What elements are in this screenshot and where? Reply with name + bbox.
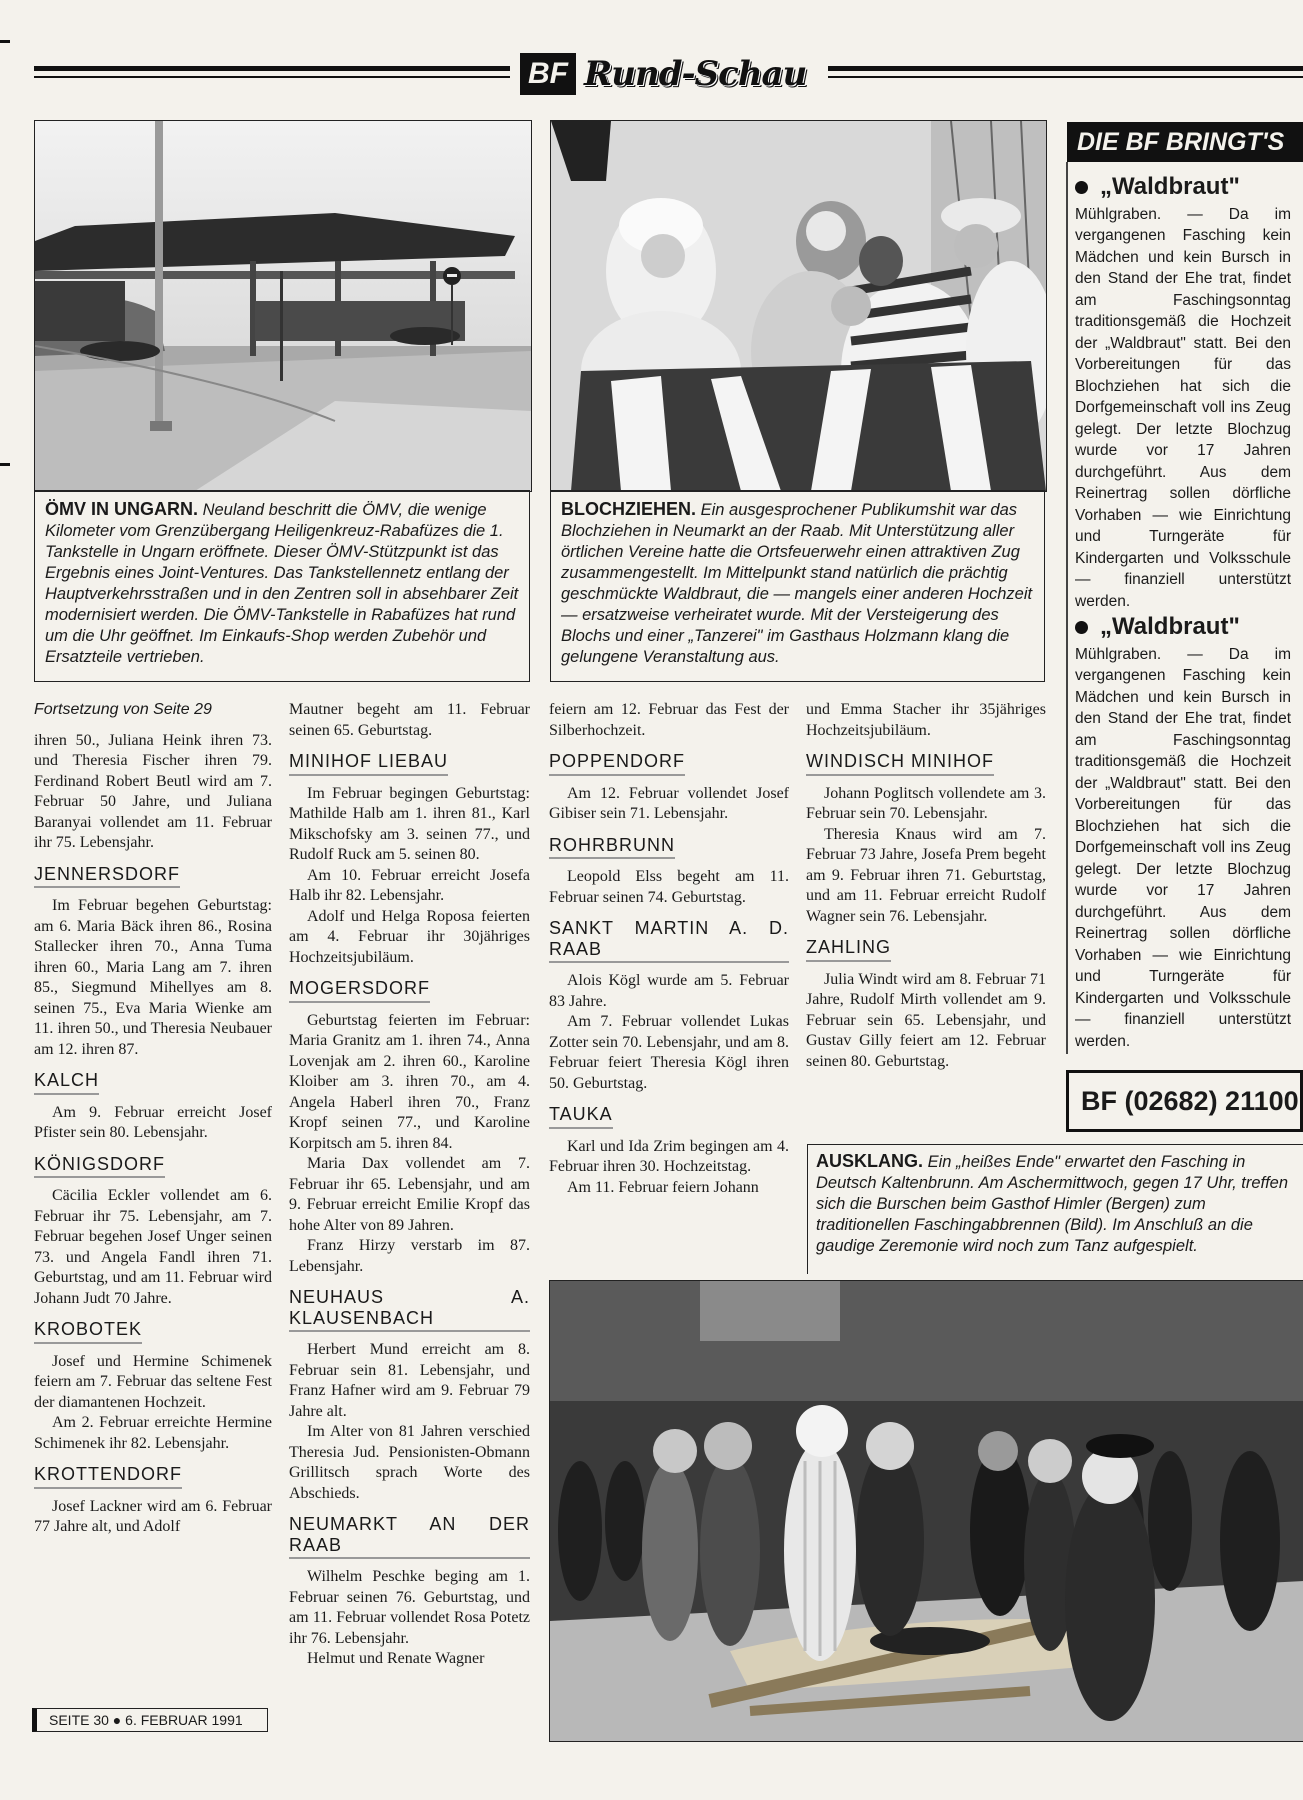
sidebar-left-border (1066, 162, 1068, 1054)
sidebar-item (1075, 613, 1291, 1052)
masthead-rule-left-thin (34, 76, 510, 78)
section-heading: ZAHLING (806, 937, 891, 962)
article-text: Am 2. Februar erreichte Hermine Schimenek ihr 82. Lebensjahr. (34, 1414, 272, 1452)
section-heading: KROTTENDORF (34, 1464, 182, 1489)
masthead-rule-right-thin (828, 76, 1303, 78)
masthead (520, 52, 820, 96)
article-text: Josef und Hermine Schimenek feiern am 7. Februar das seltene Fest der diamantenen Hochzeit. (34, 1352, 272, 1411)
article-text: und Emma Stacher ihr 35jähriges Hochzeitsjubiläum. (806, 701, 1046, 739)
bf-logo: BF (520, 53, 576, 95)
phone-box: BF (02682) 21100 (1066, 1070, 1303, 1132)
article-text: Geburtstag feierten im Februar: Maria Granitz am 1. ihren 74., Anna Lovenjak am 2. ihren 60., Karoline Kloiber am 3. ihren 70., am 4. Angela Haberl ihren 70., Franz Kropf seinen 77., und Karoline Korpitsch am 5. ihren 84. (289, 1011, 530, 1152)
article-text: Am 12. Februar vollendet Josef Gibiser sein 71. Lebensjahr. (549, 784, 789, 822)
photo-blochziehen (550, 120, 1047, 492)
sidebar-item-text: Mühlgraben. — Da im vergangenen Fasching kein Mädchen und kein Bursch in den Stand der Ehe trat, findet am Faschingsonntag traditionsgemäß die Hochzeit der „Waldbraut" statt. Bei den Vorbereitungen für das Blochziehen hat sich die Dorfgemeinschaft voll ins Zeug gelegt. Der letzte Blochzug wurde vor 17 Jahren durchgeführt. Aus dem Reinertrag sollen dörfliche Vorhaben — wie Einrichtung und Turngeräte für Kindergarten und Volksschule — finanziell unterstützt werden. (1075, 645, 1291, 1050)
continuation-note: Fortsetzung von Seite 29 (34, 701, 212, 718)
sidebar-item-title: „Waldbraut" (1075, 176, 1291, 198)
section-heading: MOGERSDORF (289, 978, 430, 1003)
section-heading: SANKT MARTIN A. D. RAAB (549, 918, 789, 963)
caption-blochziehen-head: BLOCHZIEHEN. (561, 499, 696, 519)
section-heading: WINDISCH MINIHOF (806, 751, 994, 776)
masthead-title: Rund-Schau (584, 54, 807, 94)
article-text: Am 7. Februar vollendet Lukas Zotter sein 70. Lebensjahr, und am 8. Februar feiert Theresia Kögl ihren 50. Geburtstag. (549, 1013, 789, 1092)
article-text: Franz Hirzy verstarb im 87. Lebensjahr. (289, 1237, 530, 1275)
sidebar-item-title: „Waldbraut" (1075, 616, 1291, 638)
article-text: Herbert Mund erreicht am 8. Februar sein 81. Lebensjahr, und Franz Hafner wird am 9. Februar 79 Jahre alt. (289, 1341, 530, 1420)
article-text: ihren 50., Juliana Heink ihren 73. und Theresia Fischer ihren 79. Ferdinand Robert Beutl wird am 7. Februar 50 Jahre, und Juliana Baranyai vollendet am 11. Februar ihr 75. Lebensjahr. (34, 731, 272, 851)
section-heading: POPPENDORF (549, 751, 685, 776)
article-text: Im Februar begehen Geburtstag: am 6. Maria Bäck ihren 86., Rosina Stallecker ihren 70., Anna Tuma ihren 60., Maria Lang am 7. ihren 85., Siegmund Mihellyes am 8. seinen 75., Eva Maria Wienke am 11. ihren 50., und Theresia Neubauer am 12. ihren 87. (34, 897, 272, 1058)
article-text: Am 9. Februar erreicht Josef Pfister sein 80. Lebensjahr. (34, 1103, 272, 1141)
caption-ausklang (807, 1144, 1303, 1274)
column-3 (549, 700, 789, 1198)
caption-ausklang-text: Ein „heißes Ende" erwartet den Fasching in Deutsch Kaltenbrunn. Am Aschermittwoch, gegen 17 Uhr, treffen sich die Burschen beim Gasthof Himler (Bergen) zum traditionellen Faschingabbrennen (Bild). Im Anschluß an die gaudige Zeremonie wird noch zum Tanz aufgespielt. (816, 1153, 1289, 1255)
article-text: Theresia Knaus wird am 7. Februar 73 Jahre, Josefa Prem begeht am 9. Februar ihren 71. Geburtstag, und am 11. Februar erreicht Rudolf Wagner sein 76. Lebensjahr. (806, 825, 1046, 925)
article-text: Julia Windt wird am 8. Februar 71 Jahre, Rudolf Mirth vollendet am 9. Februar sein 65. Lebensjahr, und Gustav Gilly feiert am 12. Februar seinen 80. Geburtstag. (806, 970, 1046, 1070)
column-1 (34, 700, 272, 1538)
masthead-rule-right (828, 66, 1303, 71)
sidebar-item-text: Mühlgraben. — Da im vergangenen Fasching kein Mädchen und kein Bursch in den Stand der Ehe trat, findet am Faschingsonntag traditionsgemäß die Hochzeit der „Waldbraut" statt. Bei den Vorbereitungen für das Blochziehen hat sich die Dorfgemeinschaft voll ins Zeug gelegt. Der letzte Blochzug wurde vor 17 Jahren durchgeführt. Aus dem Reinertrag sollen dörfliche Vorhaben — wie Einrichtung und Turngeräte für Kindergarten und Volksschule — finanziell unterstützt werden. (1075, 205, 1291, 610)
bullet-icon (1075, 181, 1088, 194)
page-footer: SEITE 30 ● 6. FEBRUAR 1991 (32, 1708, 268, 1732)
article-text: Wilhelm Peschke beging am 1. Februar seinen 76. Geburtstag, und am 11. Februar vollendet Rosa Potetz ihr 76. Lebensjahr. (289, 1568, 530, 1647)
column-2 (289, 700, 530, 1670)
section-heading: ROHRBRUNN (549, 835, 675, 860)
photo-fasching (549, 1280, 1303, 1742)
section-heading: MINIHOF LIEBAU (289, 751, 448, 776)
caption-ausklang-head: AUSKLANG. (816, 1151, 923, 1171)
photo-gas-station (34, 120, 532, 492)
article-text: Am 11. Februar feiern Johann (567, 1178, 759, 1196)
masthead-rule-left (34, 66, 510, 71)
article-text: Mautner begeht am 11. Februar seinen 65. Geburtstag. (289, 701, 530, 739)
section-heading: NEUMARKT AN DER RAAB (289, 1514, 530, 1559)
bullet-icon (1075, 621, 1088, 634)
article-text: Adolf und Helga Roposa feierten am 4. Februar ihr 30jähriges Hochzeitsjubiläum. (289, 907, 530, 966)
article-text: Johann Poglitsch vollendete am 3. Februar sein 70. Lebensjahr. (806, 784, 1046, 822)
article-text: Leopold Elss begeht am 11. Februar seinen 74. Geburtstag. (549, 868, 789, 906)
section-heading: JENNERSDORF (34, 864, 180, 889)
column-4 (806, 700, 1046, 1072)
article-text: Josef Lackner wird am 6. Februar 77 Jahre alt, und Adolf (34, 1497, 272, 1535)
caption-oemv-text: Neuland beschritt die ÖMV, die wenige Kilometer vom Grenzübergang Heiligenkreuz-Rabafüzes die 1. Tankstelle in Ungarn eröffnete. Dieser ÖMV-Stützpunkt ist das Ergebnis eines Joint-Ventures. Das Tankstellennetz entlang der Hauptverkehrsstraßen und in den Zentren soll in absehbarer Zeit modernisiert werden. Die ÖMV-Tankstelle in Rabafüzes hat rund um die Uhr geöffnet. Im Einkaufs-Shop werden Zubehör und Ersatzteile vertrieben. (45, 501, 519, 666)
edge-mark (0, 463, 10, 466)
article-text: Im Februar begingen Geburtstag: Mathilde Halb am 1. ihren 81., Karl Mikschofsky am 3. seinen 77., und Rudolf Ruck am 5. seinen 80. (289, 784, 530, 863)
caption-blochziehen-text: Ein ausgesprochener Publikumshit war das Blochziehen in Neumarkt an der Raab. Mit Unterstützung aller örtlichen Vereine hatte die Ortsfeuerwehr einen attraktiven Zug zusammengestellt. Im Mittelpunkt stand natürlich die prächtig geschmückte Waldbraut, die — mangels einer anderen Hochzeit — ersatzweise verheiratet wurde. Mit der Versteigerung des Blochs und einer „Tanzerei" im Gasthaus Holzmann klang die gelungene Veranstaltung aus. (561, 501, 1033, 666)
sidebar-item (1075, 173, 1291, 612)
sidebar-heading: DIE BF BRINGT'S (1067, 122, 1303, 162)
section-heading: KÖNIGSDORF (34, 1154, 165, 1179)
section-heading: KROBOTEK (34, 1319, 142, 1344)
article-text: Maria Dax vollendet am 7. Februar ihr 65. Lebensjahr, und am 9. Februar erreicht Emilie Kropf das hohe Alter von 89 Jahren. (289, 1155, 530, 1234)
article-text: Am 10. Februar erreicht Josefa Halb ihr 82. Lebensjahr. (289, 866, 530, 904)
article-text: Alois Kögl wurde am 5. Februar 83 Jahre. (549, 972, 789, 1010)
section-heading: NEUHAUS A. KLAUSENBACH (289, 1287, 530, 1332)
article-text: Cäcilia Eckler vollendet am 6. Februar ihr 75. Lebensjahr, am 7. Februar begehen Josef Unger seinen 73. und Angela Fandl ihren 71. Geburtstag, und am 11. Februar wird Johann Judt 70 Jahre. (34, 1187, 272, 1307)
edge-mark (0, 40, 10, 43)
caption-oemv (34, 490, 530, 682)
article-text: feiern am 12. Februar das Fest der Silberhochzeit. (549, 701, 789, 739)
article-text: Helmut und Renate Wagner (307, 1650, 485, 1667)
article-text: Karl und Ida Zrim begingen am 4. Februar ihren 30. Hochzeitstag. (549, 1137, 789, 1175)
article-text: Im Alter von 81 Jahren verschied Theresia Jud. Pensionisten-Obmann Grillitsch sprach Worte des Abschieds. (289, 1423, 530, 1502)
caption-blochziehen (550, 490, 1045, 682)
section-heading: KALCH (34, 1070, 99, 1095)
caption-oemv-head: ÖMV IN UNGARN. (45, 499, 198, 519)
section-heading: TAUKA (549, 1104, 613, 1129)
